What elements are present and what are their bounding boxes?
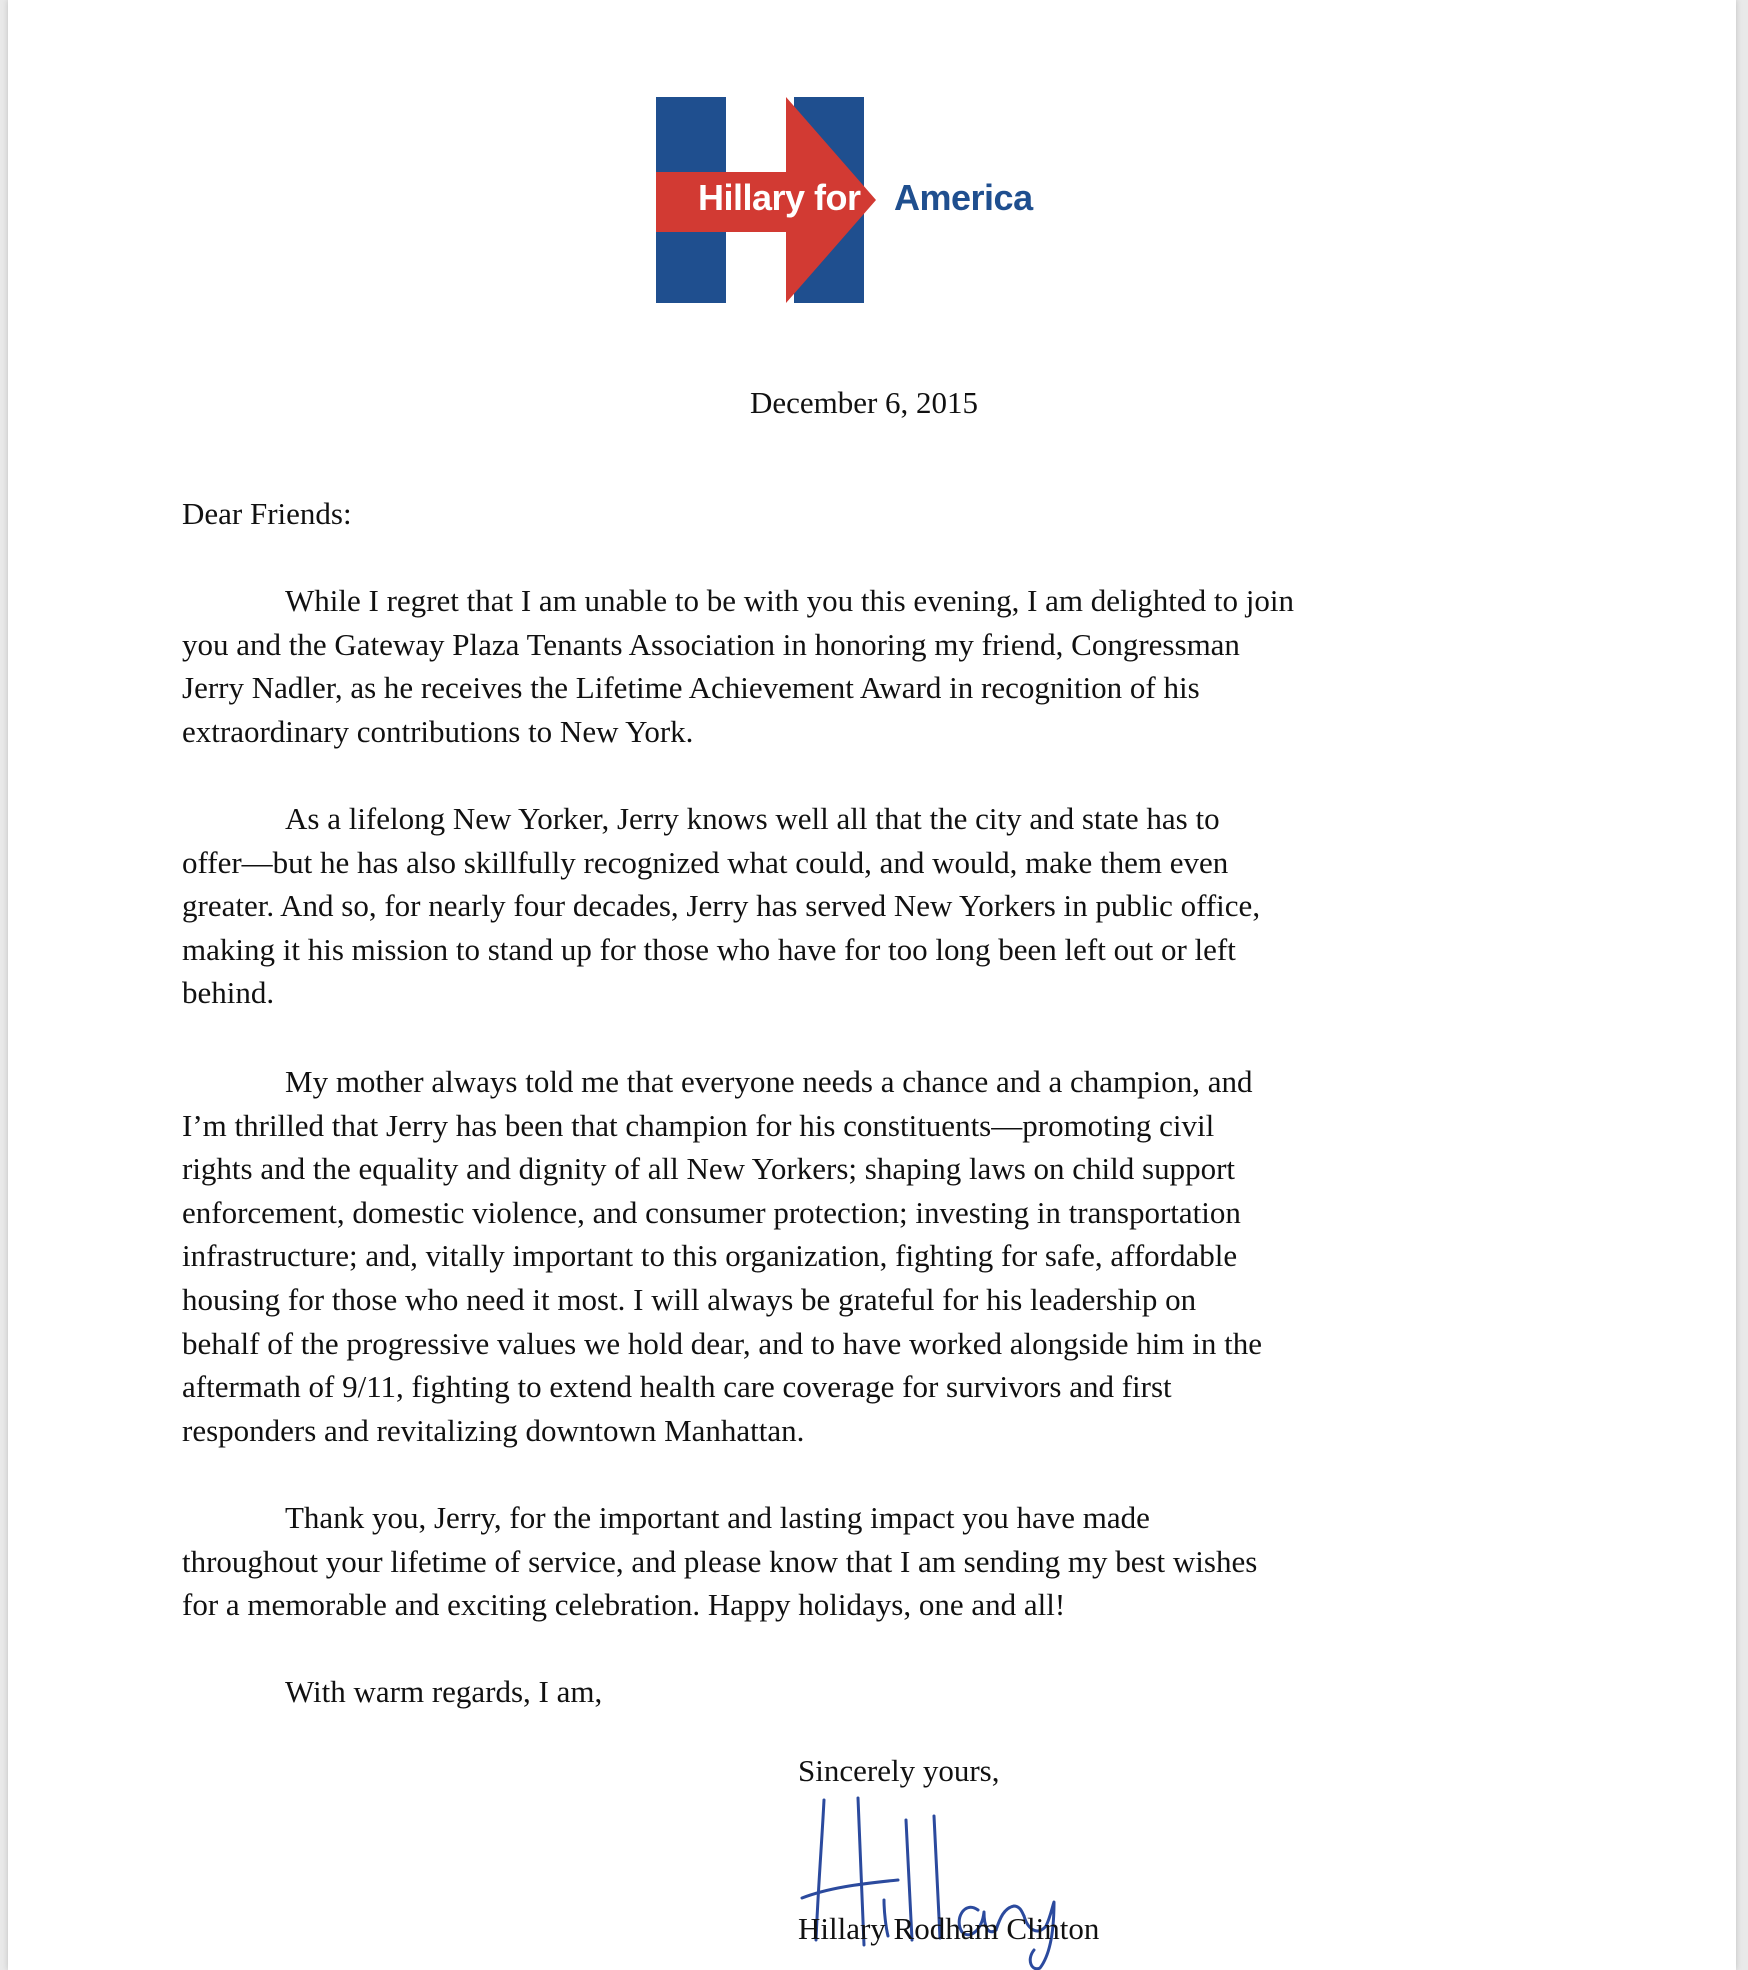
logo-text-america: America — [894, 177, 1033, 218]
paragraph-line: infrastructure; and, vitally important to this organization, fighting for safe, affordable — [182, 1238, 1238, 1274]
paragraph-line: responders and revitalizing downtown Manhattan. — [182, 1412, 805, 1448]
letter-page — [8, 0, 1736, 1970]
paragraph-line: I’m thrilled that Jerry has been that champion for his constituents—promoting civil — [182, 1107, 1215, 1143]
paragraph-line: While I regret that I am unable to be with you this evening, I am delighted to join — [285, 583, 1294, 618]
paragraph-line: enforcement, domestic violence, and consumer protection; investing in transportation — [182, 1194, 1241, 1230]
paragraph-line: housing for those who need it most. I will always be grateful for his leadership on — [182, 1281, 1197, 1317]
sign-off: Sincerely yours, — [798, 1753, 1000, 1788]
paragraph-line: extraordinary contributions to New York. — [182, 713, 694, 749]
paragraph-line: you and the Gateway Plaza Tenants Association in honoring my friend, Congressman — [182, 626, 1240, 662]
hillary-for-america-logo — [656, 97, 1064, 303]
paragraph-line: Jerry Nadler, as he receives the Lifetime Achievement Award in recognition of his — [182, 670, 1200, 706]
paragraph-2 — [182, 797, 1542, 1015]
logo-text-hillary-for: Hillary for — [698, 177, 861, 218]
paragraph-line: behalf of the progressive values we hold dear, and to have worked alongside him in the — [182, 1325, 1262, 1361]
paragraph-line: rights and the equality and dignity of all New Yorkers; shaping laws on child support — [182, 1151, 1236, 1187]
closing-line: With warm regards, I am, — [285, 1674, 603, 1709]
paragraph-line: My mother always told me that everyone needs a chance and a champion, and — [285, 1064, 1253, 1099]
paragraph-line: throughout your lifetime of service, and please know that I am sending my best wishes — [182, 1543, 1258, 1579]
paragraph-line: behind. — [182, 975, 275, 1011]
letter-date: December 6, 2015 — [749, 385, 979, 420]
paragraph-3 — [182, 1060, 1542, 1452]
paragraph-line: making it his mission to stand up for those who have for too long been left out or left — [182, 931, 1236, 967]
salutation: Dear Friends: — [182, 496, 352, 531]
paragraph-line: aftermath of 9/11, fighting to extend health care coverage for survivors and first — [182, 1369, 1172, 1405]
paragraph-line: greater. And so, for nearly four decades, Jerry has served New Yorkers in public office, — [182, 888, 1261, 924]
paragraph-line: Thank you, Jerry, for the important and lasting impact you have made — [285, 1500, 1150, 1535]
paragraph-line: for a memorable and exciting celebration. Happy holidays, one and all! — [182, 1587, 1066, 1623]
paragraph-1 — [182, 579, 1542, 753]
paragraph-4 — [182, 1496, 1542, 1627]
signer-name: Hillary Rodham Clinton — [798, 1911, 1100, 1946]
paragraph-line: offer—but he has also skillfully recognized what could, and would, make them even — [182, 844, 1229, 880]
paragraph-line: As a lifelong New Yorker, Jerry knows well all that the city and state has to — [285, 801, 1220, 836]
